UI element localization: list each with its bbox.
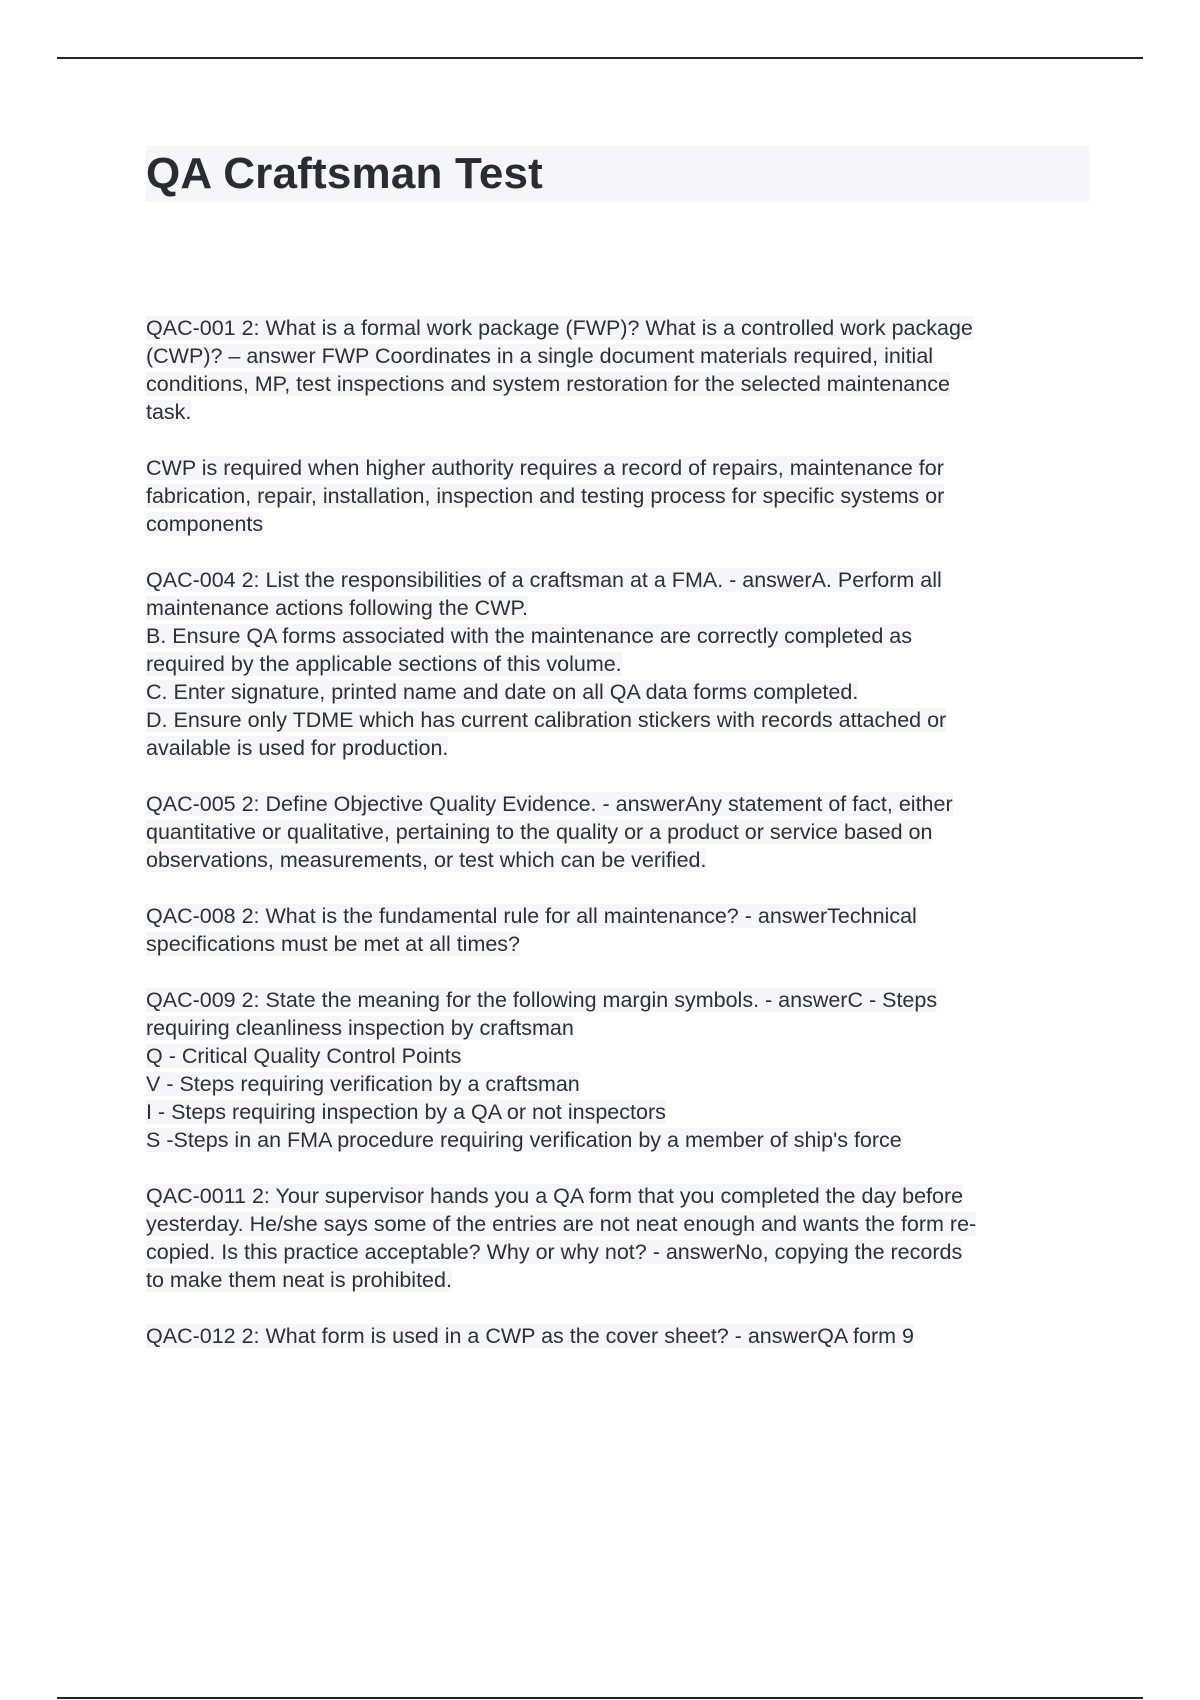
entries-list — [146, 314, 1090, 1350]
entry-text: task. — [146, 400, 192, 424]
entry-text: required by the applicable sections of this volume. — [146, 652, 622, 676]
entry-text: quantitative or qualitative, pertaining to the quality or a product or service based on — [146, 820, 933, 844]
entry-text: fabrication, repair, installation, inspection and testing process for specific systems or — [146, 484, 945, 508]
entry-text: specifications must be met at all times? — [146, 932, 521, 956]
entry-line — [146, 1182, 1090, 1210]
entry-qac-012 — [146, 1322, 1090, 1350]
entry-qac-004 — [146, 566, 1090, 762]
entry-line — [146, 650, 1090, 678]
entry-line — [146, 1014, 1090, 1042]
entry-line — [146, 902, 1090, 930]
entry-line — [146, 846, 1090, 874]
entry-line — [146, 622, 1090, 650]
entry-text: S -Steps in an FMA procedure requiring verification by a member of ship's force — [146, 1128, 902, 1152]
entry-text: QAC-012 2: What form is used in a CWP as the cover sheet? - answerQA form 9 — [146, 1324, 914, 1348]
entry-line — [146, 370, 1090, 398]
entry-line — [146, 1322, 1090, 1350]
entry-text: QAC-005 2: Define Objective Quality Evidence. - answerAny statement of fact, either — [146, 792, 953, 816]
entry-qac-001 — [146, 314, 1090, 426]
document-title: QA Craftsman Test — [146, 146, 1090, 202]
entry-line — [146, 510, 1090, 538]
entry-text: B. Ensure QA forms associated with the maintenance are correctly completed as — [146, 624, 913, 648]
entry-line — [146, 1266, 1090, 1294]
entry-text: QAC-008 2: What is the fundamental rule for all maintenance? - answerTechnical — [146, 904, 917, 928]
entry-text: C. Enter signature, printed name and date on all QA data forms completed. — [146, 680, 859, 704]
bottom-rule — [57, 1697, 1143, 1699]
entry-text: QAC-004 2: List the responsibilities of a craftsman at a FMA. - answerA. Perform all — [146, 568, 942, 592]
entry-line — [146, 678, 1090, 706]
entry-line — [146, 790, 1090, 818]
entry-qac-005 — [146, 790, 1090, 874]
top-rule — [57, 57, 1143, 59]
entry-line — [146, 930, 1090, 958]
entry-text: CWP is required when higher authority requires a record of repairs, maintenance for — [146, 456, 944, 480]
entry-text: to make them neat is prohibited. — [146, 1268, 452, 1292]
entry-line — [146, 1042, 1090, 1070]
entry-line — [146, 482, 1090, 510]
entry-qac-0011 — [146, 1182, 1090, 1294]
entry-qac-009 — [146, 986, 1090, 1154]
entry-line — [146, 566, 1090, 594]
entry-text: available is used for production. — [146, 736, 449, 760]
entry-text: maintenance actions following the CWP. — [146, 596, 529, 620]
entry-line — [146, 314, 1090, 342]
entry-text: QAC-0011 2: Your supervisor hands you a QA form that you completed the day before — [146, 1184, 964, 1208]
entry-cwp-note — [146, 454, 1090, 538]
entry-line — [146, 706, 1090, 734]
entry-line — [146, 1126, 1090, 1154]
entry-line — [146, 1098, 1090, 1126]
entry-line — [146, 1070, 1090, 1098]
entry-line — [146, 398, 1090, 426]
entry-line — [146, 594, 1090, 622]
entry-text: copied. Is this practice acceptable? Why or why not? - answerNo, copying the records — [146, 1240, 963, 1264]
document-body — [146, 146, 1090, 1378]
entry-line — [146, 734, 1090, 762]
entry-text: observations, measurements, or test which can be verified. — [146, 848, 707, 872]
entry-line — [146, 454, 1090, 482]
entry-qac-008 — [146, 902, 1090, 958]
entry-line — [146, 986, 1090, 1014]
entry-text: requiring cleanliness inspection by craftsman — [146, 1016, 574, 1040]
entry-line — [146, 818, 1090, 846]
entry-text: Q - Critical Quality Control Points — [146, 1044, 462, 1068]
entry-text: I - Steps requiring inspection by a QA or not inspectors — [146, 1100, 666, 1124]
entry-line — [146, 1238, 1090, 1266]
entry-text: QAC-001 2: What is a formal work package (FWP)? What is a controlled work package — [146, 316, 973, 340]
entry-text: yesterday. He/she says some of the entries are not neat enough and wants the form re- — [146, 1212, 977, 1236]
entry-text: V - Steps requiring verification by a craftsman — [146, 1072, 580, 1096]
entry-line — [146, 1210, 1090, 1238]
entry-text: components — [146, 512, 264, 536]
entry-text: D. Ensure only TDME which has current calibration stickers with records attached or — [146, 708, 947, 732]
entry-text: (CWP)? – answer FWP Coordinates in a single document materials required, initial — [146, 344, 934, 368]
entry-text: conditions, MP, test inspections and system restoration for the selected maintenance — [146, 372, 950, 396]
entry-line — [146, 342, 1090, 370]
entry-text: QAC-009 2: State the meaning for the following margin symbols. - answerC - Steps — [146, 988, 938, 1012]
